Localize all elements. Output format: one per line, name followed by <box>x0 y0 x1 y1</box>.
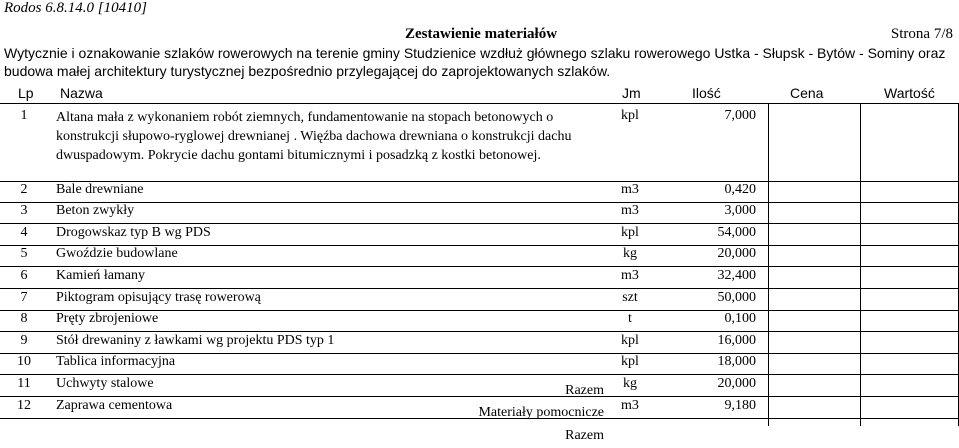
row-name: Bale drewniane <box>56 181 144 197</box>
table-top-border <box>0 103 959 104</box>
row-lp: 1 <box>20 108 28 123</box>
col-header-name: Nazwa <box>60 85 103 101</box>
row-unit: szt <box>622 289 638 305</box>
row-qty: 3,000 <box>724 203 756 219</box>
row-lp: 12 <box>17 397 31 413</box>
app-title: Rodos 6.8.14.0 [10410] <box>4 0 147 16</box>
row-unit: m3 <box>621 397 639 413</box>
row-name: Pręty zbrojeniowe <box>56 311 159 327</box>
row-separator <box>0 181 959 182</box>
row-lp: 5 <box>20 246 28 262</box>
row-qty: 50,000 <box>717 289 756 305</box>
page-indicator: Strona 7/8 <box>890 26 953 42</box>
row-qty: 0,100 <box>724 311 756 327</box>
row-lp: 4 <box>20 224 28 240</box>
row-qty: 32,400 <box>717 268 756 283</box>
row-unit: kpl <box>621 332 639 348</box>
col-header-price: Cena <box>790 85 824 101</box>
row-unit: t <box>628 311 632 327</box>
row-unit: kg <box>623 246 637 262</box>
row-qty: 54,000 <box>717 224 756 240</box>
col-divider-price <box>768 103 769 426</box>
total-label-2: Razem <box>565 428 604 443</box>
row-name: Beton zwykły <box>56 203 135 219</box>
report-title: Zestawienie materiałów <box>405 26 558 42</box>
row-unit: kpl <box>621 224 639 240</box>
row-unit: m3 <box>621 181 639 197</box>
row-qty: 7,000 <box>724 108 756 123</box>
row-lp: 9 <box>20 332 28 348</box>
row-name: Stół drewaniny z ławkami wg projektu PDS typ 1 <box>56 332 335 348</box>
row-name: Kamień łamany <box>56 268 146 283</box>
row-name: Altana mała z wykonaniem robót ziemnych, fundamentowanie na stopach betonowych o konstrukcji słupowo-ryglowej drewnianej . Więźba dachowa drewniana o konstrukcji dachu dwuspadowym. Pokrycie dachu gontami bitumicznymi i posadzką z kostki betonowej. <box>56 110 572 163</box>
row-unit: kg <box>623 376 637 391</box>
row-lp: 11 <box>17 376 31 391</box>
row-name: Piktogram opisujący trasę rowerową <box>56 289 261 305</box>
row-name: Uchwyty stalowe <box>56 376 154 391</box>
row-unit: kpl <box>621 108 639 123</box>
row-lp: 2 <box>20 181 28 197</box>
row-name: Drogowskaz typ B wg PDS <box>56 224 211 240</box>
row-name: Tablica informacyjna <box>56 354 176 370</box>
col-header-lp: Lp <box>18 85 34 101</box>
row-qty: 20,000 <box>717 376 756 391</box>
row-lp: 7 <box>20 289 28 305</box>
col-header-unit: Jm <box>622 85 641 101</box>
row-unit: m3 <box>621 203 639 219</box>
total-label: Razem <box>565 383 604 398</box>
aux-materials-label: Materiały pomocnicze <box>478 405 604 420</box>
col-divider-value <box>860 103 861 426</box>
row-qty: 9,180 <box>724 397 756 413</box>
project-description: Wytycznie i oznakowanie szlaków rowerowych na terenie gminy Studzienice wzdłuż głównego szlaku rowerowego Ustka - Słupsk - Bytów - Sominy oraz budowa małej architektury turystycznej bezpośrednio przylegającej do zaprojektowanych szlaków. <box>4 45 946 79</box>
row-lp: 6 <box>20 268 28 283</box>
row-separator <box>0 202 959 203</box>
row-qty: 0,420 <box>724 181 756 197</box>
row-name: Gwoździe budowlane <box>56 246 178 262</box>
row-lp: 8 <box>20 311 28 327</box>
row-qty: 18,000 <box>717 354 756 370</box>
row-name: Zaprawa cementowa <box>56 397 173 413</box>
col-header-value: Wartość <box>884 85 935 101</box>
row-unit: m3 <box>621 268 639 283</box>
row-lp: 3 <box>20 203 28 219</box>
row-unit: kpl <box>621 354 639 370</box>
row-lp: 10 <box>17 354 31 370</box>
col-header-qty: Ilość <box>692 85 721 101</box>
row-qty: 20,000 <box>717 246 756 262</box>
row-qty: 16,000 <box>717 332 756 348</box>
